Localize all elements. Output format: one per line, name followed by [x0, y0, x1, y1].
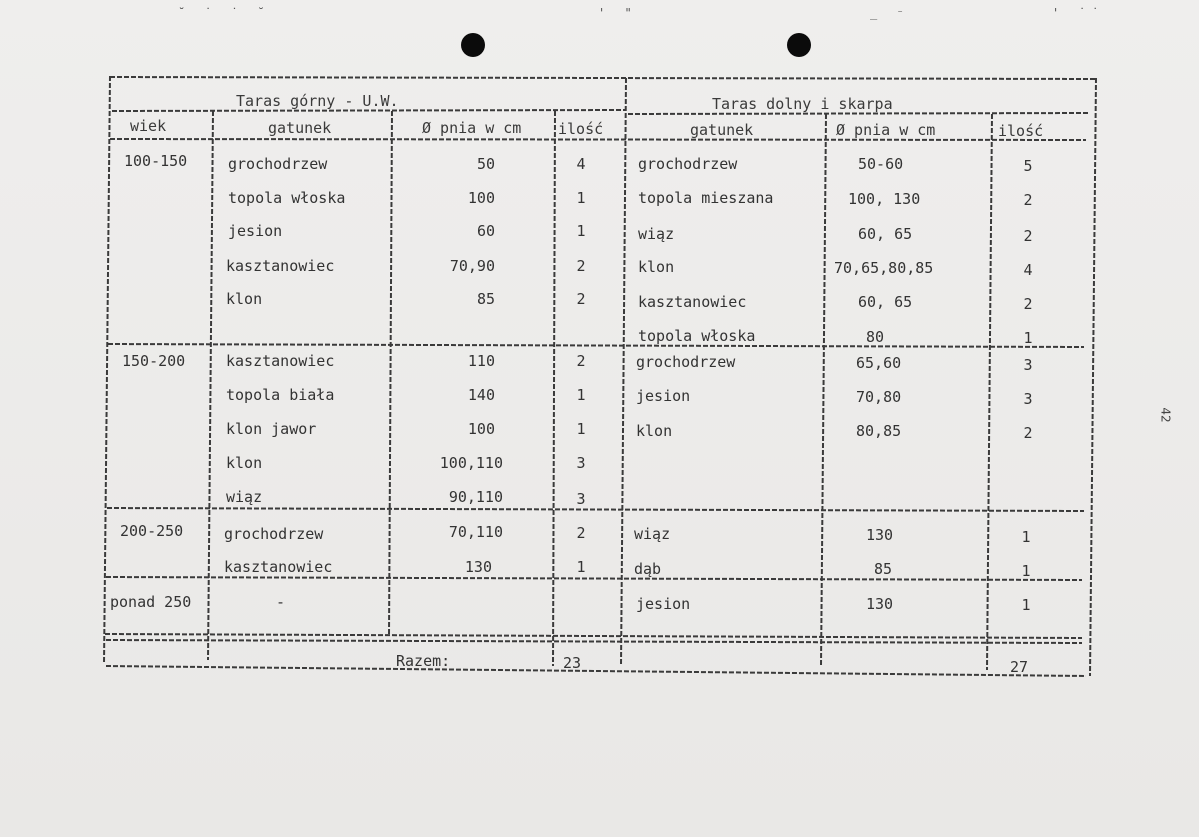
- lower-species: kasztanowiec: [638, 293, 747, 311]
- column-header-species-upper: gatunek: [268, 119, 332, 137]
- upper-count: 3: [576, 490, 586, 508]
- lower-count: 2: [1023, 295, 1033, 313]
- upper-species: klon: [226, 290, 263, 308]
- upper-species: kasztanowiec: [226, 352, 335, 370]
- lower-species: wiąz: [634, 525, 671, 543]
- upper-species: klon jawor: [226, 420, 317, 438]
- column-header-species-lower: gatunek: [690, 121, 754, 139]
- lower-section-title: Taras dolny i skarpa: [712, 95, 893, 113]
- upper-diameter: 100: [467, 189, 495, 207]
- upper-species: jesion: [228, 222, 283, 240]
- upper-diameter: 140: [467, 386, 495, 404]
- lower-species: jesion: [636, 387, 691, 405]
- lower-count: 1: [1023, 329, 1033, 347]
- lower-count: 5: [1023, 157, 1033, 175]
- lower-count: 1: [1021, 528, 1031, 546]
- upper-species: kasztanowiec: [226, 257, 335, 275]
- lower-diameter: 85: [874, 560, 893, 578]
- totals-upper-count: 23: [563, 654, 582, 672]
- age-group: ponad 250: [110, 593, 192, 611]
- lower-count: 2: [1023, 191, 1033, 209]
- upper-section-title: Taras górny - U.W.: [236, 92, 399, 110]
- paper-specks: ˘ ˙ ˙ ˘: [178, 6, 271, 20]
- upper-diameter: 50: [476, 155, 495, 173]
- column-header-count-lower: ilość: [998, 122, 1044, 140]
- upper-species: topola włoska: [228, 189, 346, 207]
- upper-count: 2: [576, 290, 586, 308]
- paper-specks: ' ": [598, 6, 638, 20]
- upper-diameter: 110: [467, 352, 495, 370]
- upper-count: 2: [576, 352, 586, 370]
- lower-diameter: 60, 65: [858, 225, 913, 243]
- lower-count: 1: [1021, 596, 1031, 614]
- age-group: 150-200: [122, 352, 186, 370]
- lower-species: grochodrzew: [638, 155, 738, 173]
- age-group: 100-150: [124, 152, 188, 170]
- lower-count: 1: [1021, 562, 1031, 580]
- paper-specks: _ ⁻: [870, 6, 910, 20]
- upper-species: wiąz: [226, 488, 263, 506]
- upper-species: klon: [226, 454, 263, 472]
- upper-count: 3: [576, 454, 586, 472]
- lower-species: klon: [638, 258, 675, 276]
- lower-count: 2: [1023, 424, 1033, 442]
- column-header-count-upper: ilość: [558, 120, 604, 138]
- lower-species: grochodrzew: [636, 353, 736, 371]
- lower-species: wiąz: [638, 225, 675, 243]
- upper-diameter: 100: [467, 420, 495, 438]
- lower-count: 2: [1023, 227, 1033, 245]
- lower-species: jesion: [636, 595, 691, 613]
- upper-count: 1: [576, 189, 586, 207]
- lower-diameter: 130: [866, 595, 894, 613]
- lower-diameter: 100, 130: [848, 190, 921, 208]
- totals-label: Razem:: [396, 652, 451, 670]
- lower-species: topola mieszana: [638, 189, 774, 207]
- upper-count: 4: [576, 155, 586, 173]
- column-header-diameter-upper: Ø pnia w cm: [422, 119, 522, 137]
- lower-diameter: 130: [866, 526, 894, 544]
- upper-diameter: 70,90: [449, 257, 495, 275]
- upper-species: -: [276, 593, 286, 611]
- lower-diameter: 50-60: [858, 155, 904, 173]
- upper-species: grochodrzew: [224, 525, 324, 543]
- page-number: 42: [1158, 407, 1173, 423]
- lower-diameter: 70,65,80,85: [834, 259, 934, 277]
- upper-count: 1: [576, 558, 586, 576]
- upper-diameter: 70,110: [448, 523, 503, 541]
- upper-species: grochodrzew: [228, 155, 328, 173]
- upper-diameter: 85: [476, 290, 495, 308]
- lower-count: 4: [1023, 261, 1033, 279]
- upper-diameter: 130: [464, 558, 492, 576]
- lower-diameter: 80,85: [856, 422, 902, 440]
- lower-species: klon: [636, 422, 673, 440]
- upper-diameter: 90,110: [448, 488, 503, 506]
- lower-species: dąb: [634, 560, 662, 578]
- lower-diameter: 70,80: [856, 388, 902, 406]
- upper-count: 1: [576, 386, 586, 404]
- lower-diameter: 80: [866, 328, 885, 346]
- upper-diameter: 100,110: [439, 454, 503, 472]
- upper-count: 2: [576, 524, 586, 542]
- column-header-diameter-lower: Ø pnia w cm: [836, 121, 936, 139]
- column-header-age: wiek: [130, 117, 167, 135]
- paper-specks: ' ˙˙: [1052, 6, 1105, 20]
- upper-count: 2: [576, 257, 586, 275]
- lower-diameter: 65,60: [856, 354, 902, 372]
- lower-count: 3: [1023, 356, 1033, 374]
- lower-species: topola włoska: [638, 327, 756, 345]
- upper-count: 1: [576, 222, 586, 240]
- lower-diameter: 60, 65: [858, 293, 913, 311]
- upper-diameter: 60: [476, 222, 495, 240]
- upper-count: 1: [576, 420, 586, 438]
- lower-count: 3: [1023, 390, 1033, 408]
- age-group: 200-250: [120, 522, 184, 540]
- upper-species: topola biała: [226, 386, 335, 404]
- totals-lower-count: 27: [1010, 658, 1029, 676]
- upper-species: kasztanowiec: [224, 558, 333, 576]
